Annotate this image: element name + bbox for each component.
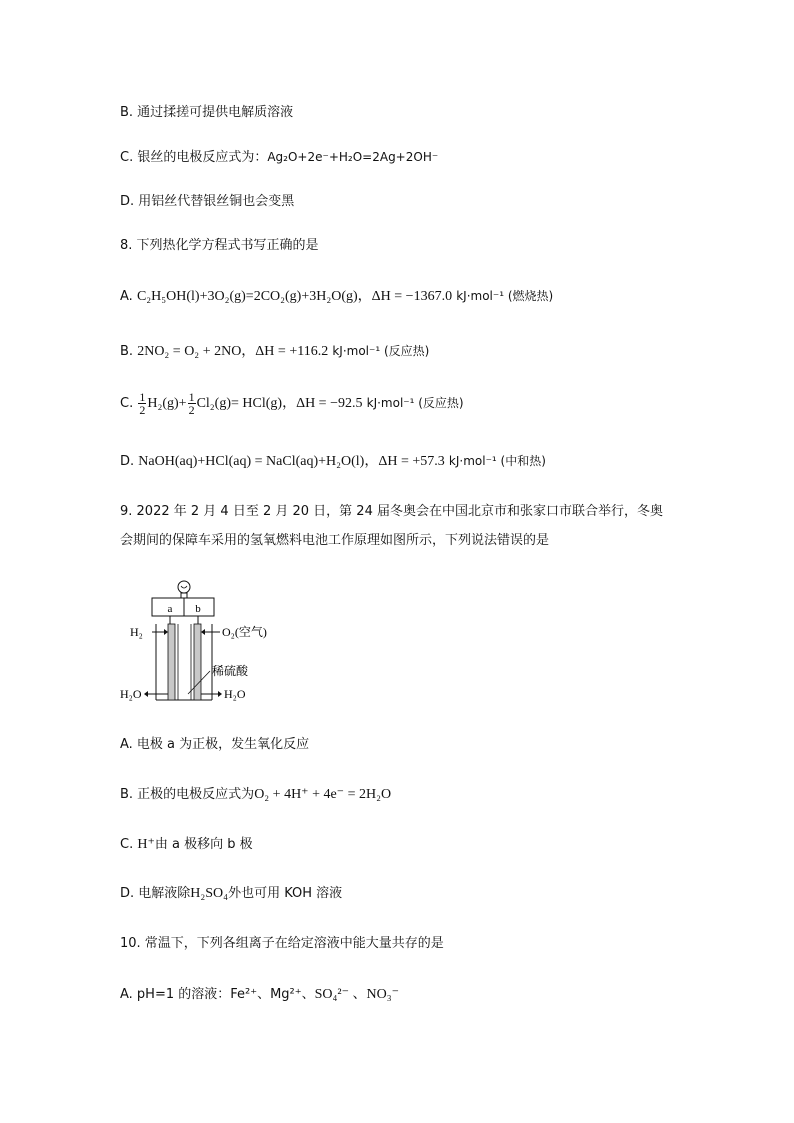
q10a-ions: SO₄²⁻ 、NO₃⁻	[314, 987, 399, 1002]
q7-option-c	[120, 148, 438, 167]
q9d-formula: H₂SO₄	[190, 886, 229, 901]
q8b-label: B.	[120, 344, 134, 359]
q9d-text-suffix: 外也可用 KOH 溶液	[228, 886, 343, 901]
q9c-label: C.	[120, 837, 134, 852]
h2-label: H₂	[130, 625, 143, 639]
q8-option-b	[120, 342, 429, 361]
q8c-equation-part2: Cl₂(g)= HCl(g)，ΔH = −92.5	[196, 396, 363, 411]
q8d-equation: NaOH(aq)+HCl(aq) = NaCl(aq)+H₂O(l)，ΔH = +57.3	[138, 454, 445, 469]
fuel-cell-diagram	[118, 576, 288, 710]
h2o-right-label: H₂O	[224, 687, 246, 701]
q9c-text: 由 a 极移向 b 极	[154, 837, 253, 852]
q9-option-a: A. 电极 a 为正极，发生氧化反应	[120, 737, 310, 752]
q9c-ion: H⁺	[137, 837, 155, 852]
q9b-text: B. 正极的电极反应式为	[120, 787, 255, 802]
q8-option-d	[120, 452, 546, 471]
q8-option-a	[120, 287, 553, 306]
q8b-equation: 2NO₂ = O₂ + 2NO，ΔH = +116.2	[137, 344, 329, 359]
q10-stem: 10. 常温下，下列各组离子在给定溶液中能大量共存的是	[120, 936, 444, 951]
electrode-a	[168, 624, 175, 700]
q8a-unit: kJ·mol⁻¹ (燃烧热)	[456, 289, 554, 303]
q8a-equation: C₂H₅OH(l)+3O₂(g)=2CO₂(g)+3H₂O(g)，ΔH = −1367.0	[136, 289, 453, 304]
q8-option-c	[120, 388, 464, 419]
external-circuit	[152, 598, 214, 624]
h2o-left-label: H₂O	[120, 687, 142, 701]
electrode-b	[194, 624, 201, 700]
q8d-unit: kJ·mol⁻¹ (中和热)	[448, 454, 546, 468]
light-bulb-icon	[178, 581, 190, 598]
q7-option-b: B. 通过揉搓可提供电解质溶液	[120, 105, 294, 120]
q8c-equation-part1: H₂(g)+	[147, 396, 187, 411]
q9-stem-line1: 9. 2022 年 2 月 4 日至 2 月 20 日，第 24 届冬奥会在中国北京市和张家口市联合举行，冬奥	[120, 504, 663, 519]
q8b-unit: kJ·mol⁻¹ (反应热)	[332, 344, 430, 358]
q10-option-a	[120, 986, 399, 1004]
cell-body	[156, 624, 212, 700]
q8c-fraction-1: $\frac{1}{2}$	[139, 390, 146, 417]
q7-option-c-equation: Ag₂O+2e⁻+H₂O=2Ag+2OH⁻	[267, 150, 439, 164]
q8-stem: 8. 下列热化学方程式书写正确的是	[120, 238, 319, 253]
q9-option-b	[120, 786, 391, 804]
o2-inlet-arrow	[201, 629, 220, 635]
h2-inlet-arrow	[152, 629, 168, 635]
q8d-label: D.	[120, 454, 135, 469]
q7-option-d: D. 用铝丝代替银丝铜也会变黑	[120, 194, 295, 209]
q9-stem-line2: 会期间的保障车采用的氢氧燃料电池工作原理如图所示，下列说法错误的是	[120, 533, 550, 548]
q9b-equation: O₂ + 4H⁺ + 4e⁻ = 2H₂O	[254, 787, 392, 802]
electrolyte-label: 稀硫酸	[212, 664, 249, 678]
electrode-a-label: a	[167, 603, 173, 615]
q9-option-c	[120, 836, 253, 854]
q8c-fraction-2: $\frac{1}{2}$	[188, 390, 195, 417]
q10a-text: A. pH=1 的溶液：Fe²⁺、Mg²⁺、	[120, 987, 315, 1002]
q9d-text-prefix: D. 电解液除	[120, 886, 191, 901]
q8c-unit: kJ·mol⁻¹ (反应热)	[366, 396, 464, 410]
q8a-label: A.	[120, 289, 133, 304]
q9-option-d	[120, 885, 342, 903]
o2-label: O₂(空气)	[222, 625, 267, 639]
q7-option-c-text: C. 银丝的电极反应式为：	[120, 150, 268, 165]
electrode-b-label: b	[195, 603, 201, 615]
q8c-label: C.	[120, 396, 134, 411]
